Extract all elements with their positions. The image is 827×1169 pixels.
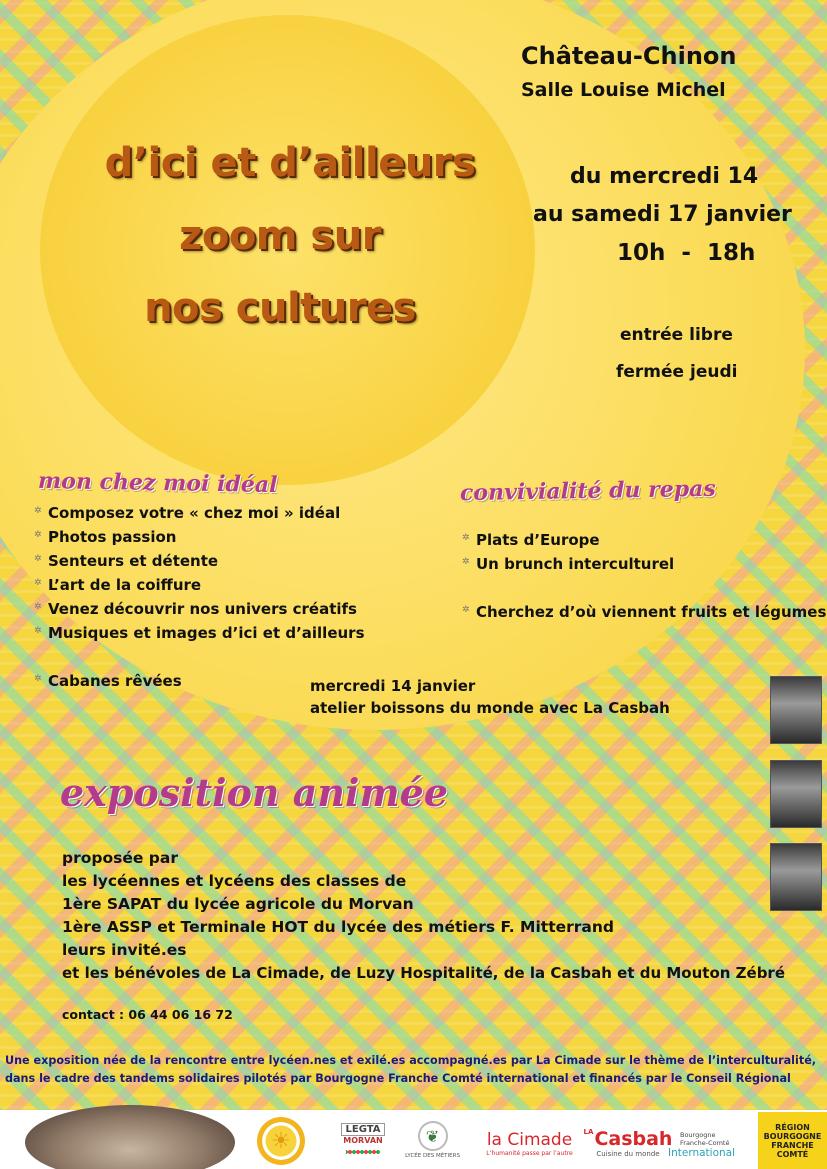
casbah-label: Casbah — [594, 1128, 673, 1150]
region-line-2: BOURGOGNE — [763, 1131, 822, 1141]
event-date-end: au samedi 17 janvier — [533, 202, 792, 227]
bfc-intl-line-1: Bourgogne — [680, 1131, 716, 1139]
list-item: ✲ Photos passion — [34, 525, 365, 549]
cimade-tagline: L’humanité passe par l’autre — [486, 1149, 573, 1157]
exposition-heading: exposition animée — [60, 770, 449, 815]
footer-note-line-1: Une exposition née de la rencontre entre lycéen.nes et exilé.es accompagné.es par La Cimade sur le thème de l’interculturalité, — [5, 1054, 817, 1067]
bfc-intl-line-2: Franche-Comté — [680, 1139, 730, 1147]
la-cimade-logo — [472, 1125, 587, 1161]
sun-icon: ☀ — [271, 1128, 291, 1154]
bfc-international-logo — [668, 1128, 756, 1162]
star-bullet-icon: ✲ — [34, 674, 42, 684]
list-item: ✲ Cherchez d’où viennent fruits et légumes — [462, 600, 826, 624]
legta-sub-label: MORVAN — [343, 1136, 383, 1145]
event-hours: 10h - 18h — [617, 240, 756, 266]
section-meal-extra — [462, 600, 826, 624]
title-line-3: nos cultures — [144, 285, 416, 331]
exposition-line-1: proposée par — [62, 849, 178, 867]
star-bullet-icon: ✲ — [462, 605, 470, 615]
exposition-line-3: 1ère SAPAT du lycée agricole du Morvan — [62, 895, 414, 913]
section-meal-list — [462, 528, 674, 576]
footer-note-line-2: dans le cadre des tandems solidaires pilotés par Bourgogne Franche Comté international et financés par le Conseil Régional — [5, 1072, 791, 1085]
lycee-metiers-logo — [405, 1114, 460, 1166]
list-item: ✲ Plats d’Europe — [462, 528, 674, 552]
workshop-text: atelier boissons du monde avec La Casbah — [310, 699, 670, 717]
exposition-line-6: et les bénévoles de La Cimade, de Luzy Hospitalité, de la Casbah et du Mouton Zébré — [62, 964, 786, 982]
list-item: ✲ Musiques et images d’ici et d’ailleurs — [34, 621, 365, 645]
casbah-prefix: LA — [583, 1128, 594, 1136]
contact-phone: contact : 06 44 06 16 72 — [62, 1007, 233, 1022]
star-bullet-icon: ✲ — [34, 506, 42, 516]
list-item: ✲ Senteurs et détente — [34, 549, 365, 573]
star-bullet-icon: ✲ — [34, 602, 42, 612]
list-item: ✲ Venez découvrir nos univers créatifs — [34, 597, 365, 621]
star-bullet-icon: ✲ — [34, 578, 42, 588]
star-bullet-icon: ✲ — [34, 530, 42, 540]
tandems-solidaires-logo — [257, 1117, 305, 1165]
leaf-icon: ❦ — [418, 1121, 448, 1151]
exposition-line-5: leurs invité.es — [62, 941, 187, 959]
section-home-list — [34, 501, 365, 645]
star-bullet-icon: ✲ — [462, 533, 470, 543]
casbah-tagline: Cuisine du monde — [596, 1150, 660, 1158]
list-item: ✲ Composez votre « chez moi » idéal — [34, 501, 365, 525]
event-entry: entrée libre — [620, 325, 733, 345]
section-meal-heading: convivialité du repas — [459, 475, 717, 507]
legta-label: LEGTA — [341, 1123, 384, 1136]
region-line-1: RÉGION — [775, 1122, 810, 1132]
event-date-start: du mercredi 14 — [570, 164, 759, 189]
section-home-heading: mon chez moi idéal — [37, 467, 278, 499]
list-item: ✲ Un brunch interculturel — [462, 552, 674, 576]
star-bullet-icon: ✲ — [34, 554, 42, 564]
legta-morvan-logo — [337, 1114, 389, 1166]
exposition-line-2: les lycéennes et lycéens des classes de — [62, 872, 407, 890]
la-casbah-logo — [583, 1122, 673, 1164]
photo-thumbnail — [770, 843, 822, 911]
event-venue: Salle Louise Michel — [521, 79, 726, 101]
title-line-1: d’ici et d’ailleurs — [104, 140, 476, 186]
lycee-metiers-label: LYCÉE DES MÉTIERS — [405, 1153, 460, 1159]
list-item: ✲ L’art de la coiffure — [34, 573, 365, 597]
event-closed-day: fermée jeudi — [616, 362, 738, 382]
event-city: Château-Chinon — [521, 42, 737, 70]
star-bullet-icon: ✲ — [34, 626, 42, 636]
title-line-2: zoom sur — [179, 213, 381, 259]
colored-dots-icon — [346, 1147, 380, 1157]
region-bfc-logo — [758, 1112, 827, 1169]
region-line-3: FRANCHE — [771, 1140, 814, 1150]
workshop-date: mercredi 14 janvier — [310, 677, 476, 695]
exposition-line-4: 1ère ASSP et Terminale HOT du lycée des métiers F. Mitterrand — [62, 918, 615, 936]
section-home-extra — [34, 669, 182, 693]
photo-thumbnail — [770, 676, 822, 744]
photo-thumbnail — [770, 760, 822, 828]
list-item: ✲ Cabanes rêvées — [34, 669, 182, 693]
region-line-4: COMTÉ — [776, 1149, 809, 1159]
star-bullet-icon: ✲ — [462, 557, 470, 567]
cimade-label: la Cimade — [486, 1129, 573, 1150]
bfc-intl-line-3: International — [668, 1147, 736, 1159]
